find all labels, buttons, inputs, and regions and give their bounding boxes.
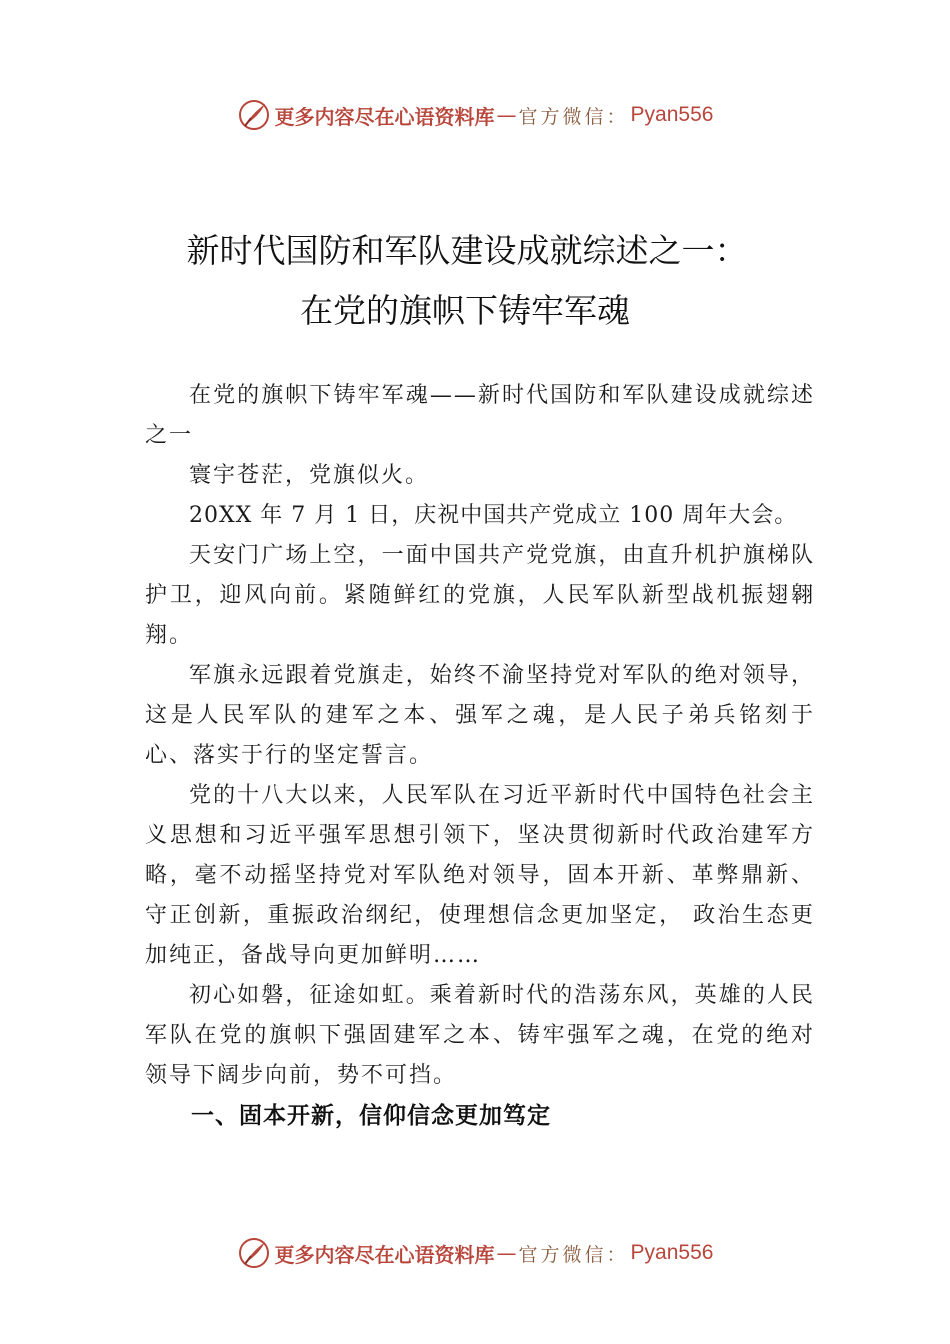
quill-logo-icon (237, 1236, 271, 1270)
paragraph: 党的十八大以来，人民军队在习近平新时代中国特色社会主义思想和习近平强军思想引领下，坚决贯彻新时代政治建军方略，毫不动摇坚持党对军队绝对领导，固本开新、革弊鼎新、守正创新，重振政治纲纪，使理想信念更加坚定， 政治生态更加纯正，备战导向更加鲜明…… (145, 783, 815, 968)
watermark-wechat-id: Pyan556 (630, 103, 714, 126)
document-body (145, 376, 815, 1136)
watermark-brand: 更多内容尽在心语资料库 (274, 104, 495, 129)
quill-logo-icon (237, 98, 271, 132)
document-title-line-2: 在党的旗帜下铸牢军魂 (300, 291, 630, 330)
watermark-footer (0, 1233, 950, 1273)
watermark-label: 官方微信： (518, 1243, 629, 1266)
watermark-label: 官方微信： (518, 105, 629, 128)
paragraph: 军旗永远跟着党旗走，始终不渝坚持党对军队的绝对领导，这是人民军队的建军之本、强军之魂，是人民子弟兵铭刻于心、落实于行的坚定誓言。 (145, 663, 815, 768)
paragraph: 20XX 年 7 月 1 日，庆祝中国共产党成立 100 周年大会。 (189, 503, 798, 528)
paragraph: 天安门广场上空，一面中国共产党党旗，由直升机护旗梯队护卫，迎风向前。紧随鲜红的党旗，人民军队新型战机振翅翱翔。 (145, 543, 815, 648)
watermark-header (0, 95, 950, 135)
watermark-dash: — (496, 1241, 517, 1265)
watermark-brand: 更多内容尽在心语资料库 (274, 1242, 495, 1267)
watermark-wechat-id: Pyan556 (630, 1241, 714, 1264)
paragraph: 寰宇苍茫，党旗似火。 (189, 463, 430, 488)
watermark-dash: — (496, 103, 517, 127)
document-title-line-1: 新时代国防和军队建设成就综述之一： (186, 231, 748, 270)
section-heading: 一、固本开新，信仰信念更加笃定 (191, 1103, 551, 1129)
paragraph-subtitle: 在党的旗帜下铸牢军魂——新时代国防和军队建设成就综述之一 (145, 383, 815, 448)
paragraph: 初心如磐，征途如虹。乘着新时代的浩荡东风，英雄的人民军队在党的旗帜下强固建军之本、铸牢强军之魂，在党的绝对领导下阔步向前，势不可挡。 (145, 983, 815, 1088)
